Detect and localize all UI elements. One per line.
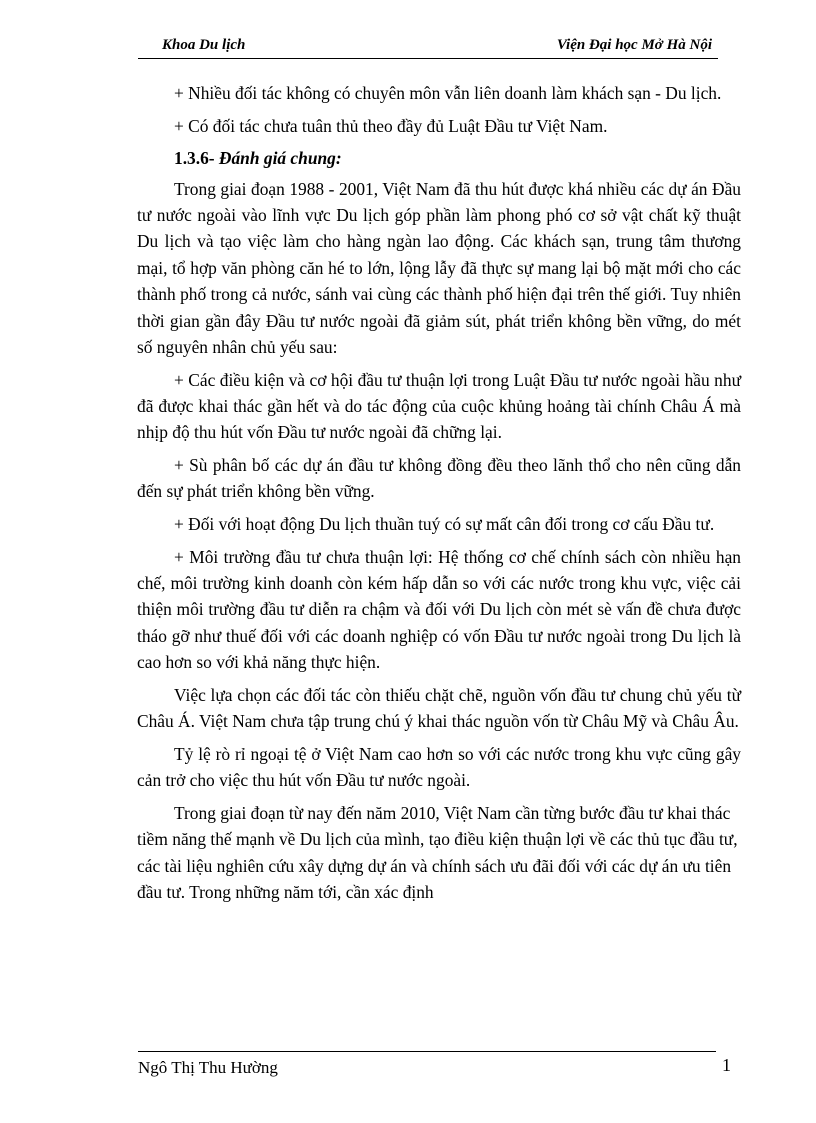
header-institute: Viện Đại học Mở Hà Nội <box>556 37 712 53</box>
header-faculty: Khoa Du lịch <box>162 37 246 53</box>
page-header <box>138 34 718 59</box>
page-number: 1 <box>722 1055 731 1075</box>
section-heading <box>137 145 741 171</box>
paragraph-1: + Nhiều đối tác không có chuyên môn vẫn liên doanh làm khách sạn - Du lịch. <box>174 83 722 103</box>
footer-author: Ngô Thị Thu Hường <box>138 1058 278 1077</box>
paragraph-8: Việc lựa chọn các đối tác còn thiếu chặt chẽ, nguồn vốn đầu tư chung chủ yếu từ Châu Á. Việt Nam chưa tập trung chú ý khai thác nguồn vốn từ Châu Mỹ và Châu Âu. <box>137 684 741 732</box>
paragraph-4: + Các điều kiện và cơ hội đầu tư thuận lợi trong Luật Đầu tư nước ngoài hầu như đã được khai thác gần hết và do tác động của cuộc khủng hoảng tài chính Châu Á mà nhịp độ thu hút vốn Đầu tư nước ngoài đã chững lại. <box>137 369 741 443</box>
footer-divider <box>138 1051 716 1052</box>
paragraph-10: Trong giai đoạn từ nay đến năm 2010, Việt Nam cần từng bước đầu tư khai thác tiềm năng thế mạnh về Du lịch của mình, tạo điều kiện thuận lợi về các thủ tục đầu tư, các tài liệu nghiên cứu xây dựng dự án và chính sách ưu đãi đối với các dự án ưu tiên đầu tư. Trong những năm tới, cần xác định <box>137 802 738 903</box>
document-body <box>137 80 741 912</box>
paragraph-9: Tỷ lệ rò rỉ ngoại tệ ở Việt Nam cao hơn so với các nước trong khu vực cũng gây cản trở cho việc thu hút vốn Đầu tư nước ngoài. <box>137 743 741 791</box>
paragraph-3: Trong giai đoạn 1988 - 2001, Việt Nam đã thu hút được khá nhiều các dự án Đầu tư nước ngoài vào lĩnh vực Du lịch góp phần làm phong phó cơ sở vật chất kỹ thuật Du lịch và tạo việc làm cho hàng ngàn lao động. Các khách sạn, trung tâm thương mại, tổ hợp văn phòng căn hé to lớn, lộng lẫy đã thực sự mang lại bộ mặt mới cho các thành phố trong cả nước, sánh vai cùng các thành phố hiện đại trên thế giới. Tuy nhiên thời gian gần đây Đầu tư nước ngoài đã giảm sút, phát triển không bền vững, do mét số nguyên nhân chủ yếu sau: <box>137 178 741 358</box>
section-number: 1.3.6- <box>174 148 219 169</box>
paragraph-5: + Sù phân bố các dự án đầu tư không đồng đều theo lãnh thổ cho nên cũng dẫn đến sự phát triển không bền vững. <box>137 455 741 502</box>
paragraph-2: + Có đối tác chưa tuân thủ theo đầy đủ Luật Đầu tư Việt Nam. <box>174 115 608 136</box>
paragraph-6: + Đối với hoạt động Du lịch thuần tuý có sự mất cân đối trong cơ cấu Đầu tư. <box>174 514 715 535</box>
section-title: Đánh giá chung: <box>218 148 342 169</box>
paragraph-7: + Môi trường đầu tư chưa thuận lợi: Hệ thống cơ chế chính sách còn nhiều hạn chế, môi trường kinh doanh còn kém hấp dẫn so với các nước trong khu vực, việc cải thiện môi trường đầu tư diễn ra chậm và đối với Du lịch còn mét sè vấn đề chưa được tháo gỡ như thuế đối với các doanh nghiệp có vốn Đầu tư nước ngoài trong Du lịch là cao hơn so với khả năng thực hiện. <box>137 546 741 673</box>
